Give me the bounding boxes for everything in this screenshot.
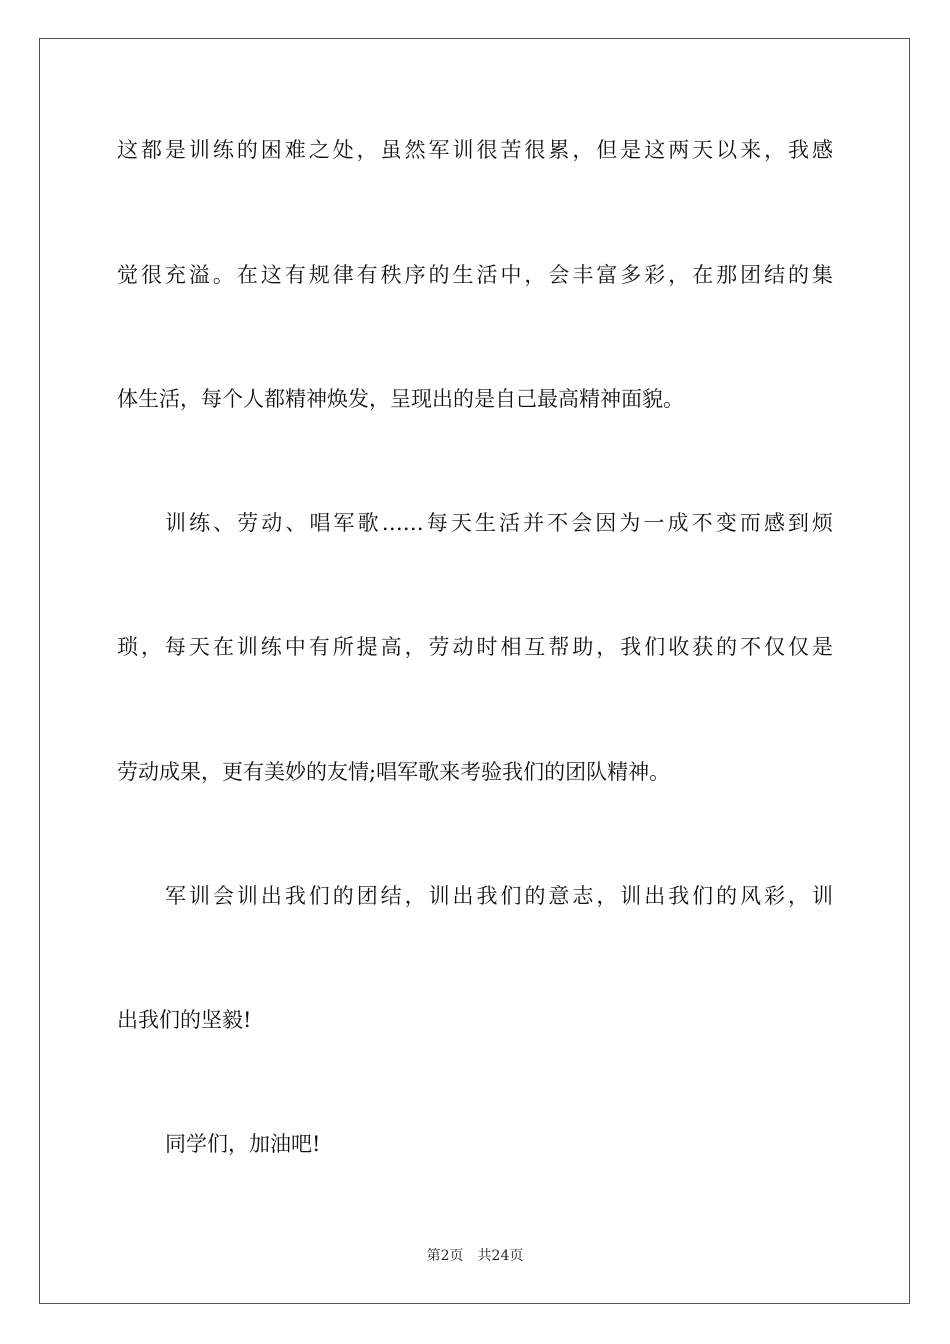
page-footer (0, 1246, 950, 1266)
text-line: 体生活，每个人都精神焕发，呈现出的是自己最高精神面貌。 (117, 387, 684, 411)
text-line: 出我们的坚毅! (117, 1008, 252, 1032)
text-line: 劳动成果，更有美妙的友情;唱军歌来考验我们的团队精神。 (117, 760, 671, 784)
page-border (39, 38, 910, 1304)
text-line: 这都是训练的困难之处，虽然军训很苦很累，但是这两天以来，我感 (117, 138, 833, 162)
text-line: 觉很充溢。在这有规律有秩序的生活中，会丰富多彩，在那团结的集 (117, 263, 833, 287)
paragraph-start-line: 军训会训出我们的团结，训出我们的意志，训出我们的风彩，训 (165, 884, 833, 908)
text-line: 琐，每天在训练中有所提高，劳动时相互帮助，我们收获的不仅仅是 (117, 635, 833, 659)
page-number-current: 第2页 (426, 1248, 464, 1264)
paragraph-start-line: 同学们，加油吧! (165, 1132, 321, 1156)
page-number-total: 共24页 (477, 1248, 524, 1264)
paragraph-start-line: 训练、劳动、唱军歌……每天生活并不会因为一成不变而感到烦 (165, 511, 833, 535)
